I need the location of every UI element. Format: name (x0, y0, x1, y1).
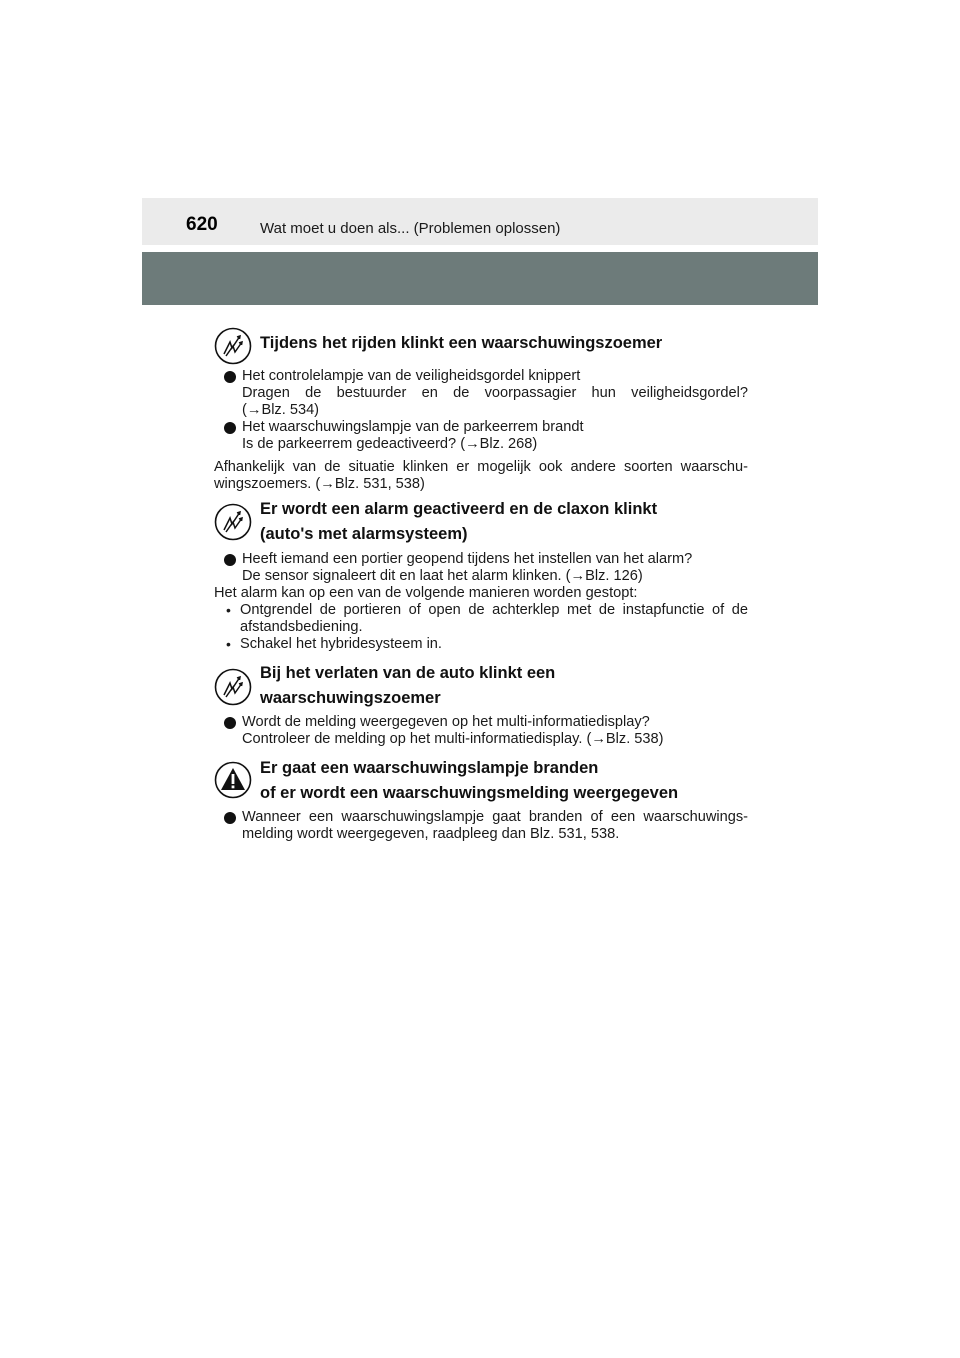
bullet-item: Wordt de melding weergegeven op het multi-informatiedisplay? Controleer de melding op het multi-informatiedisplay. (→Blz. 538) (242, 714, 664, 747)
note-text: Afhankelijk van de situatie klinken er mogelijk ook andere soorten waarschu- wingszoemers. (→Blz. 531, 538) (214, 459, 748, 492)
bullet-dot (224, 371, 236, 383)
section-alarm-claxon (214, 495, 748, 655)
bullet-item: Het controlelampje van de veiligheidsgordel knippert Dragen de bestuurder en de voorpassagier hun veiligheidsgordel? (→Blz. 534) (242, 368, 748, 418)
section-leaving-car-buzzer (214, 660, 748, 750)
section-heading: Bij het verlaten van de auto klinkt een waarschuwingszoemer (260, 664, 556, 707)
bullet-dot (224, 812, 236, 824)
bullet-item: Heeft iemand een portier geopend tijdens het instellen van het alarm? De sensor signaleert dit en laat het alarm klinken. (→Blz. 126) (242, 551, 693, 584)
buzzer-icon (214, 668, 252, 706)
chapter-title: Wat moet u doen als... (Problemen oplossen) (260, 220, 561, 237)
section-seatbelt-buzzer (214, 323, 748, 493)
section-warning-light (214, 755, 748, 845)
list-dot: • (226, 602, 231, 618)
warning-triangle-icon (214, 761, 252, 799)
note-text: Het alarm kan op een van de volgende manieren worden gestopt: (214, 585, 638, 601)
section-heading: Er wordt een alarm geactiveerd en de claxon klinkt (auto's met alarmsysteem) (260, 500, 658, 543)
section-heading: Tijdens het rijden klinkt een waarschuwingszoemer (260, 334, 663, 352)
buzzer-icon (214, 503, 252, 541)
list-item: Ontgrendel de portieren of open de achterklep met de instapfunctie of de afstandsbediening. (240, 602, 748, 635)
page-number: 620 (186, 214, 218, 235)
list-dot: • (226, 636, 231, 652)
bullet-item: Het waarschuwingslampje van de parkeerrem brandt Is de parkeerrem gedeactiveerd? (→Blz. 268) (242, 419, 584, 452)
bullet-dot (224, 422, 236, 434)
section-heading: Er gaat een waarschuwingslampje branden of er wordt een waarschuwingsmelding weergegeven (260, 759, 679, 802)
bullet-dot (224, 717, 236, 729)
bullet-item: Wanneer een waarschuwingslampje gaat branden of een waarschuwings- melding wordt weergegeven, raadpleeg dan Blz. 531, 538. (242, 809, 748, 842)
buzzer-icon (214, 327, 252, 365)
section-band (142, 252, 818, 305)
bullet-dot (224, 554, 236, 566)
list-item: Schakel het hybridesysteem in. (240, 636, 442, 652)
